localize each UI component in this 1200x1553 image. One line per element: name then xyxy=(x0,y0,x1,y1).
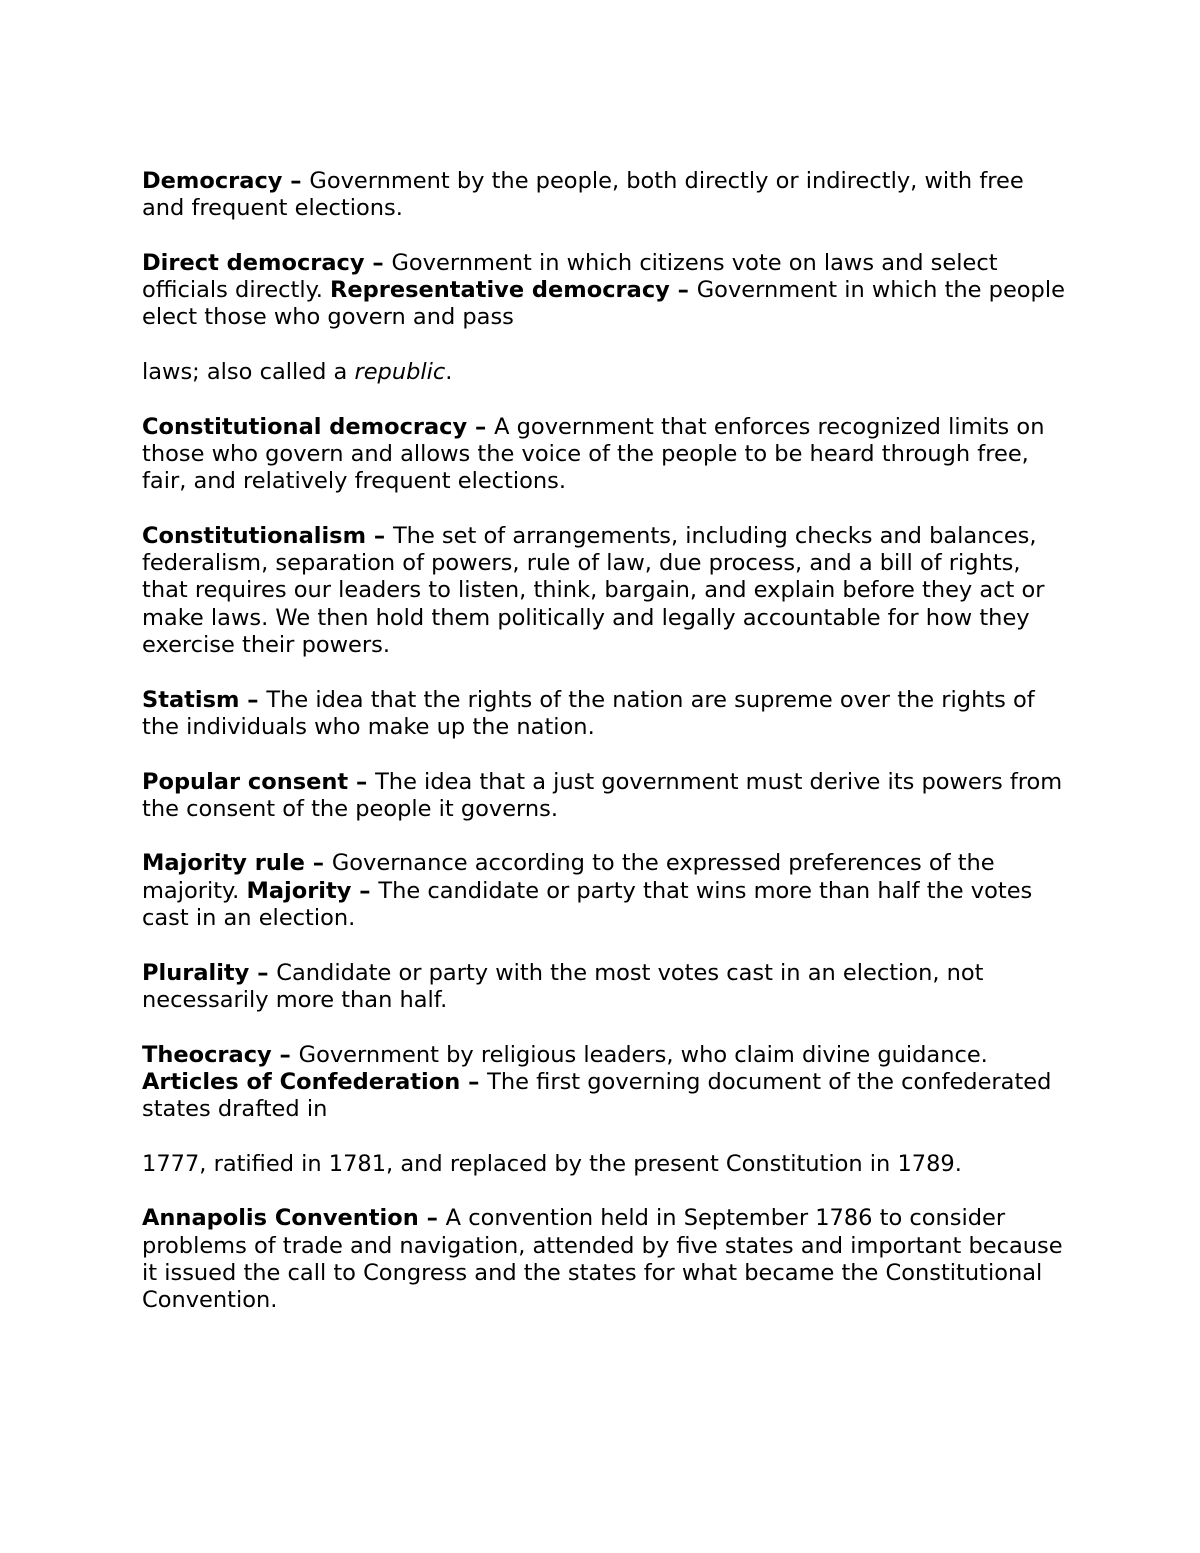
entry-popular-consent xyxy=(142,769,1072,824)
term-majority-rule: Majority rule xyxy=(142,850,305,877)
entry-democracy xyxy=(142,168,1072,223)
entry-annapolis-convention xyxy=(142,1205,1072,1314)
term-constitutional-democracy: Constitutional democracy xyxy=(142,413,468,440)
dash: – xyxy=(467,413,495,440)
entry-constitutionalism xyxy=(142,523,1072,659)
entry-articles-continuation xyxy=(142,1151,1072,1178)
entry-constitutional-democracy xyxy=(142,414,1072,496)
definition-articles-of-confederation: The first governing document of the confederated states drafted in xyxy=(142,1068,1052,1123)
term-theocracy: Theocracy xyxy=(142,1041,272,1068)
dash: – xyxy=(304,850,332,877)
term-majority: Majority xyxy=(246,877,352,904)
dash: – xyxy=(249,959,277,986)
term-articles-of-confederation: Articles of Confederation xyxy=(142,1068,461,1095)
term-statism: Statism xyxy=(142,686,240,713)
term-popular-consent: Popular consent xyxy=(142,768,349,795)
definition-majority: The candidate or party that wins more than half the votes cast in an election. xyxy=(142,877,1033,932)
definition-plurality: Candidate or party with the most votes cast in an election, not necessarily more than half. xyxy=(142,959,984,1013)
dash: – xyxy=(348,768,376,795)
republic-italic: republic xyxy=(354,359,446,386)
term-democracy: Democracy xyxy=(142,168,283,194)
entry-plurality xyxy=(142,960,1072,1015)
definition-representative-democracy: Government in which the people elect those who govern and pass xyxy=(142,277,1065,331)
document-body xyxy=(142,168,1072,1342)
dash: – xyxy=(364,249,392,276)
definition-annapolis-convention: A convention held in September 1786 to consider problems of trade and navigation, attended by five states and important because it issued the call to Congress and the states for what became the Constitutional Convention. xyxy=(142,1205,1063,1314)
dash: – xyxy=(351,877,379,904)
term-constitutionalism: Constitutionalism xyxy=(142,522,367,549)
republic-line-post: . xyxy=(445,359,453,386)
dash: – xyxy=(239,686,267,713)
definition-democracy: Government by the people, both directly or indirectly, with free and frequent elections. xyxy=(142,168,1024,222)
dash: – xyxy=(418,1205,446,1232)
entry-theocracy xyxy=(142,1042,1072,1069)
entry-republic-continuation xyxy=(142,359,1072,386)
dash: – xyxy=(271,1041,299,1068)
republic-line-pre: laws; also called a xyxy=(142,359,355,386)
term-representative-democracy: Representative democracy xyxy=(330,277,670,304)
dash: – xyxy=(460,1068,488,1095)
dash: – xyxy=(669,277,697,304)
definition-majority-rule: Governance according to the expressed preferences of the majority. xyxy=(142,850,995,904)
definition-theocracy: Government by religious leaders, who claim divine guidance. xyxy=(298,1041,988,1068)
definition-statism: The idea that the rights of the nation are supreme over the rights of the individuals who make up the nation. xyxy=(142,686,1035,740)
term-direct-democracy: Direct democracy xyxy=(142,249,365,276)
definition-constitutional-democracy: A government that enforces recognized limits on those who govern and allows the voice of the people to be heard through free, fair, and relatively frequent elections. xyxy=(142,413,1045,495)
entry-statism xyxy=(142,687,1072,742)
dash: – xyxy=(366,522,393,549)
articles-continuation-text: 1777, ratified in 1781, and replaced by the present Constitution in 1789. xyxy=(142,1150,962,1177)
definition-direct-democracy: Government in which citizens vote on laws and select officials directly. xyxy=(142,249,998,304)
entry-direct-democracy xyxy=(142,250,1072,332)
definition-popular-consent: The idea that a just government must derive its powers from the consent of the people it governs. xyxy=(142,768,1063,822)
term-annapolis-convention: Annapolis Convention xyxy=(142,1205,419,1232)
definition-constitutionalism: The set of arrangements, including checks and balances, federalism, separation of powers, rule of law, due process, and a bill of rights, that requires our leaders to listen, think, bargain, and explain before they act or make laws. We then hold them politically and legally accountable for how they exercise their powers. xyxy=(142,522,1045,659)
dash: – xyxy=(282,168,310,194)
entry-majority-rule xyxy=(142,850,1072,932)
term-plurality: Plurality xyxy=(142,959,250,986)
entry-articles-of-confederation xyxy=(142,1069,1072,1124)
